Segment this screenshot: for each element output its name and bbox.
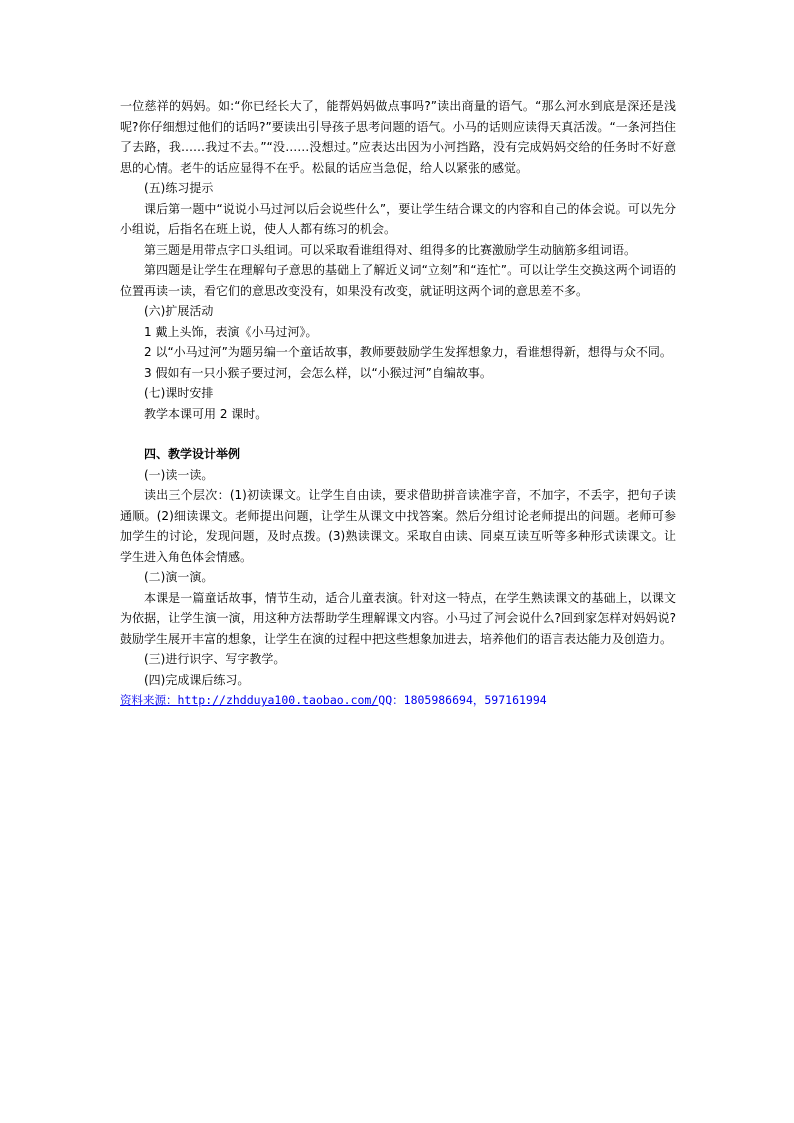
source-link[interactable]: 资料来源：http://zhdduya100.taobao.com/ (120, 693, 379, 707)
activity-item-2: 2 以“小马过河”为题另编一个童话故事，教师要鼓励学生发挥想象力，看谁想得新，想得与众不同。 (144, 345, 672, 359)
activity-item-1: 1 戴上头饰，表演《小马过河》。 (144, 324, 318, 339)
paragraph-exercise-3: 第三题是用带点字口头组词。可以采取看谁组得对、组得多的比赛激励学生动脑筋多组词语。 (144, 242, 637, 257)
paragraph-exercise-1: 课后第一题中“说说小马过河以后会说些什么”，要让学生结合课文的内容和自己的体会说。可以先分小组说，后指名在班上说，使人人都有练习的机会。 (120, 201, 676, 236)
subheading-class-hours: (七)课时安排 (144, 386, 214, 400)
activity-item-3: 3 假如有一只小猴子要过河，会怎么样，以“小猴过河”自编故事。 (144, 365, 492, 380)
source-footer (120, 690, 676, 710)
document-page (120, 96, 676, 710)
subheading-extension-activities: (六)扩展活动 (144, 304, 214, 318)
section-gap (120, 424, 676, 444)
subheading-exercise-tips: (五)练习提示 (144, 181, 214, 195)
subheading-exercises: (四)完成课后练习。 (144, 672, 250, 687)
subheading-literacy: (三)进行识字、写字教学。 (144, 652, 286, 666)
section-title-design-examples: 四、教学设计举例 (144, 447, 241, 461)
subheading-read: (一)读一读。 (144, 467, 214, 482)
subheading-act: (二)演一演。 (144, 570, 214, 584)
paragraph-act: 本课是一篇童话故事，情节生动，适合儿童表演。针对这一特点，在学生熟读课文的基础上，以课文为依据，让学生演一演，用这种方法帮助学生理解课文内容。小马过了河会说什么?回到家怎样对妈妈说?鼓励学生展开丰富的想象，让学生在演的过程中把这些想象加进去，培养他们的语言表达能力及创造力。 (120, 590, 676, 646)
paragraph-read-levels: 读出三个层次：(1)初读课文。让学生自由读，要求借助拼音读准字音，不加字，不丢字，把句子读通顺。(2)细读课文。老师提出问题，让学生从课文中找答案。然后分组讨论老师提出的问题。老师可参加学生的讨论，发现问题，及时点拨。(3)熟读课文。采取自由读、同桌互读互听等多种形式读课文。让学生进入角色体会情感。 (120, 488, 676, 564)
paragraph-reading-voices: 一位慈祥的妈妈。如:“你已经长大了，能帮妈妈做点事吗?”读出商量的语气。“那么河水到底是深还是浅呢?你仔细想过他们的话吗?”要读出引导孩子思考问题的语气。小马的话则应读得天真活泼。“一条河挡住了去路，我……我过不去。”“没……没想过。”应表达出因为小河挡路，没有完成妈妈交给的任务时不好意思的心情。老牛的话应显得不在乎。松鼠的话应当急促，给人以紧张的感觉。 (120, 99, 676, 175)
source-qq: QQ：1805986694，597161994 (378, 693, 547, 707)
paragraph-exercise-4: 第四题是让学生在理解句子意思的基础上了解近义词“立刻”和“连忙”。可以让学生交换这两个词语的位置再读一读，看它们的意思改变没有，如果没有改变，就证明这两个词的意思差不多。 (120, 263, 676, 298)
paragraph-class-hours: 教学本课可用 2 课时。 (144, 406, 268, 421)
